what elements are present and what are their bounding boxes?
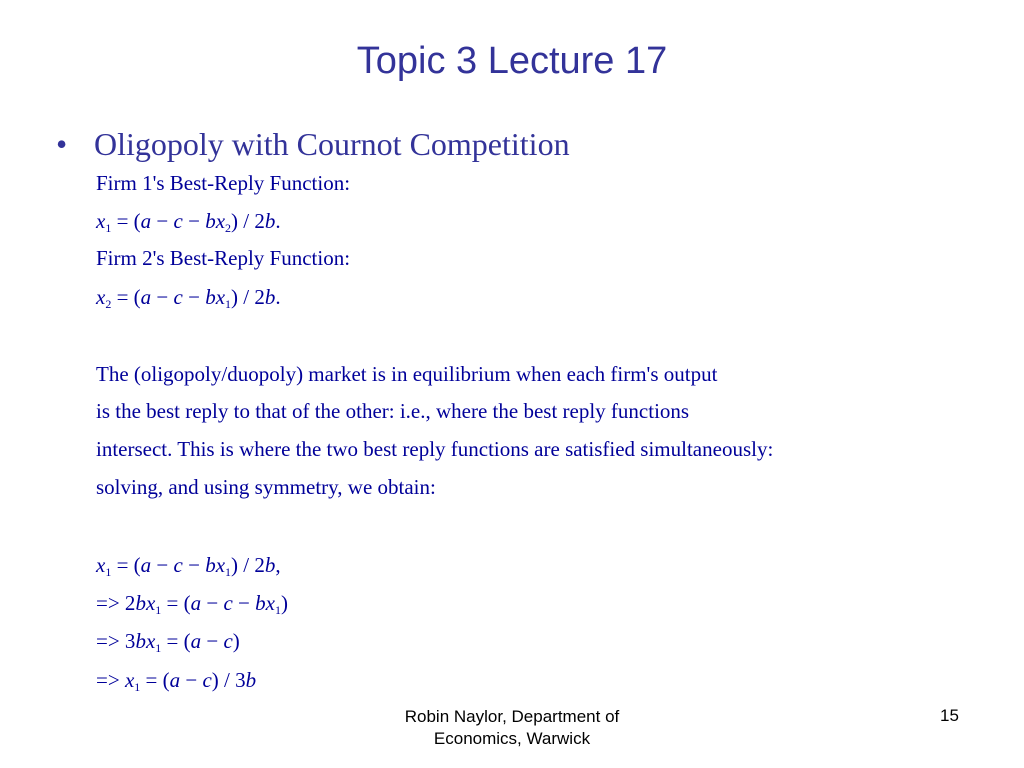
equation-step-4: => $x_1 = (a - c) / 3b$ <box>96 668 257 694</box>
equation-firm1-best-reply: $x_1 = (a - c - bx_2) / 2b$. <box>96 209 281 235</box>
page-number: 15 <box>940 706 959 725</box>
firm2-label: Firm 2's Best-Reply Function: <box>96 246 351 270</box>
equation-step-2: => $2bx_1 = (a - c - bx_1)$ <box>96 591 288 617</box>
equation-firm2-best-reply: $x_2 = (a - c - bx_1) / 2b$. <box>96 285 281 311</box>
paragraph-line-4: solving, and using symmetry, we obtain: <box>96 475 436 499</box>
bullet-icon: • <box>56 126 68 162</box>
bullet-item <box>56 126 570 163</box>
equation-step-1: $x_1 = (a - c - bx_1) / 2b$, <box>96 553 281 579</box>
slide-title: Topic 3 Lecture 17 <box>356 40 668 82</box>
paragraph-line-1: The (oligopoly/duopoly) market is in equilibrium when each firm's output <box>96 362 718 386</box>
paragraph-line-2: is the best reply to that of the other: i.e., where the best reply functions <box>96 399 690 423</box>
paragraph-line-3: intersect. This is where the two best reply functions are satisfied simultaneously: <box>96 437 774 461</box>
equation-step-3: => $3bx_1 = (a - c)$ <box>96 629 240 655</box>
slide-footer: Robin Naylor, Department of Economics, Warwick <box>404 707 620 748</box>
firm1-label: Firm 1's Best-Reply Function: <box>96 171 351 195</box>
bullet-text: Oligopoly with Cournot Competition <box>94 126 570 162</box>
